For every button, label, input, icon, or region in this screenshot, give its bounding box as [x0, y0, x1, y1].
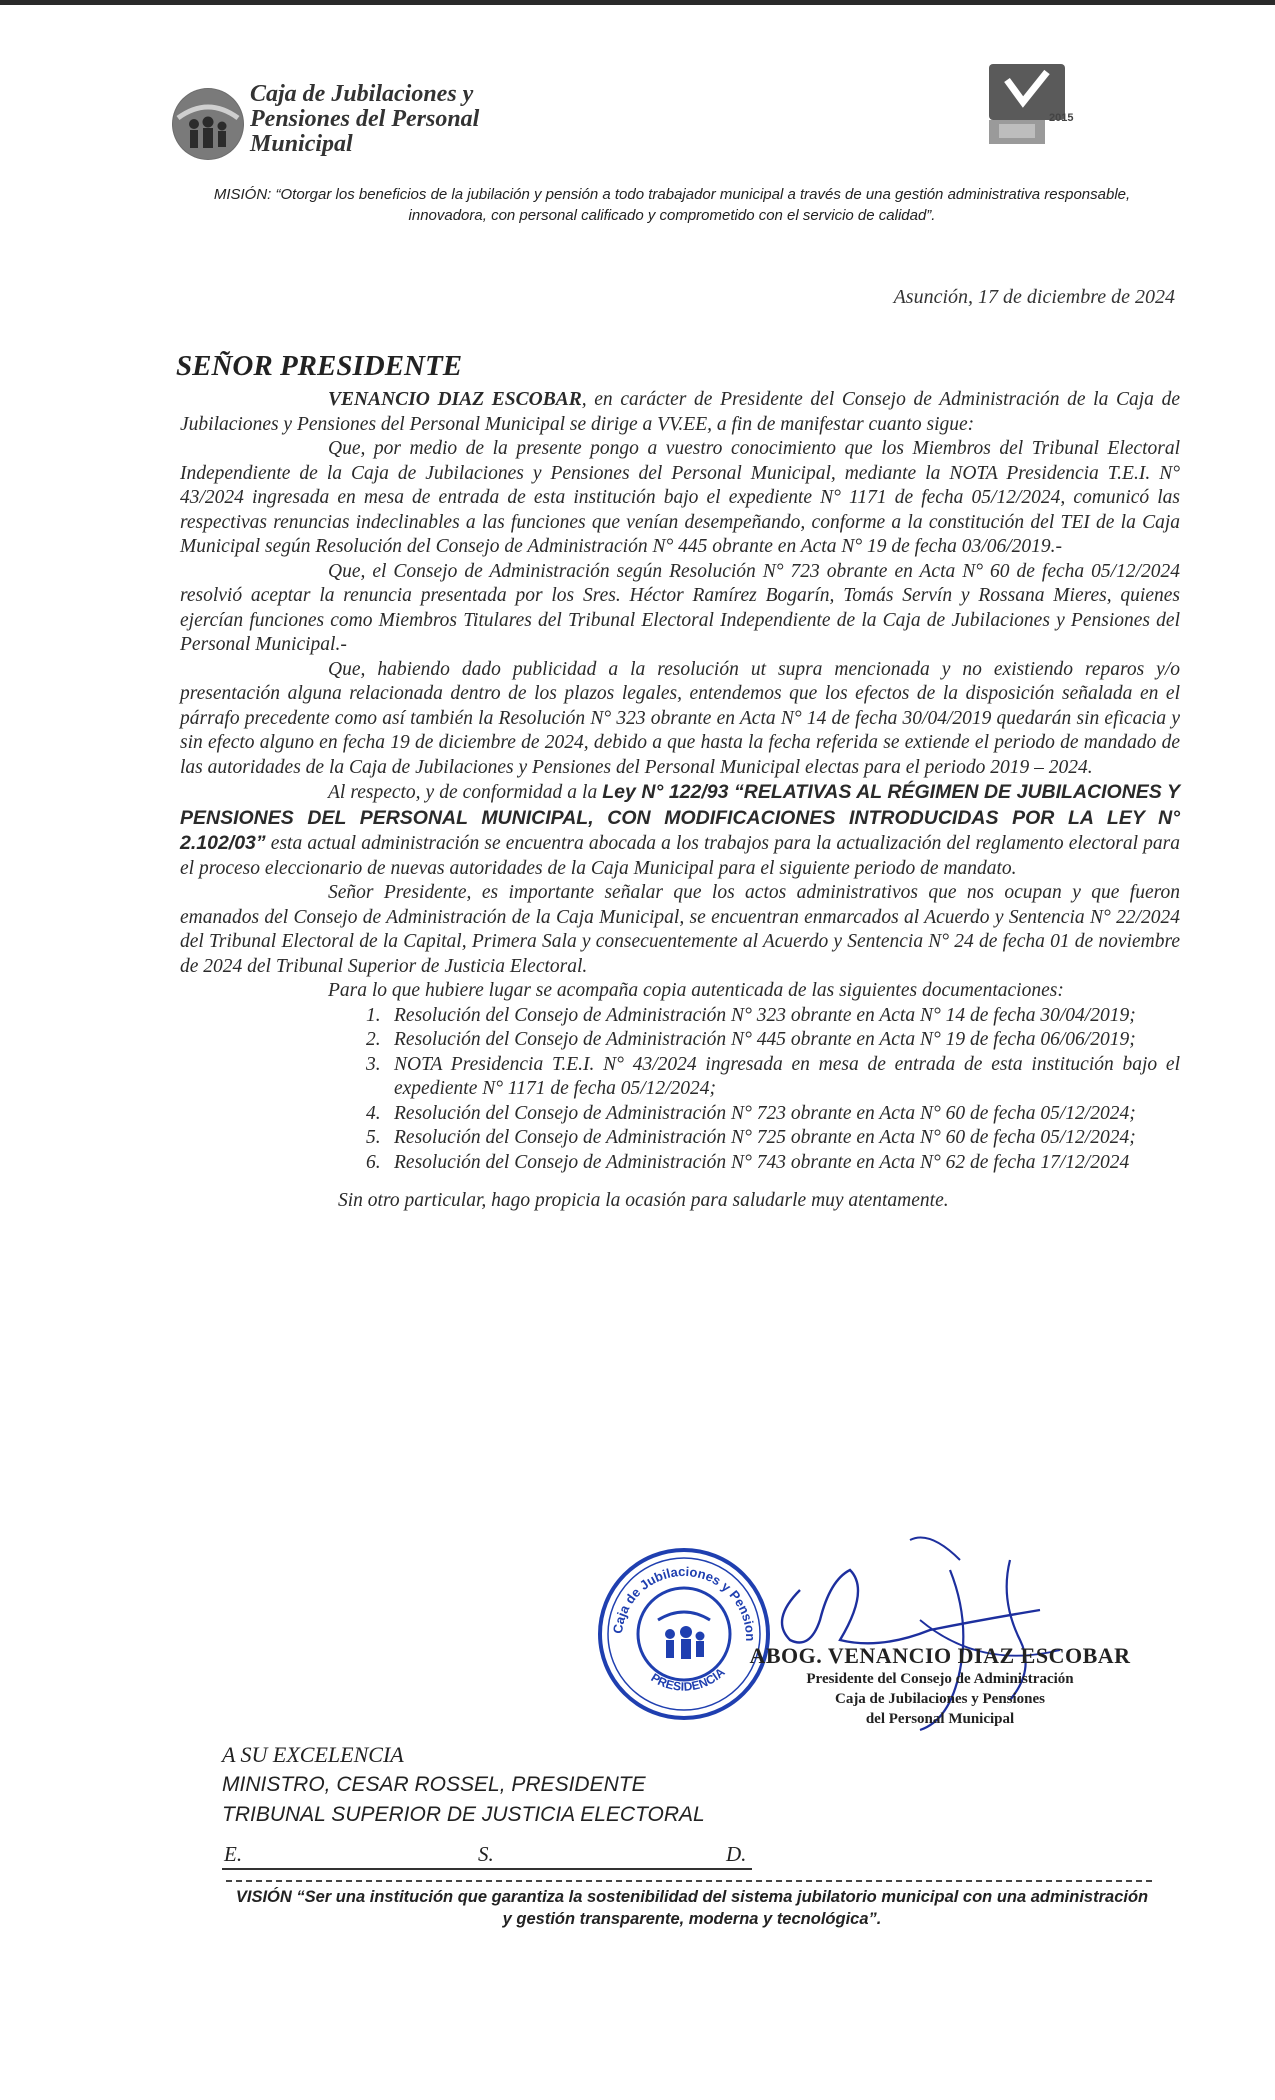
- addressee-line: A SU EXCELENCIA: [222, 1742, 404, 1767]
- list-item-text: Resolución del Consejo de Administración N° 723 obrante en Acta N° 60 de fecha 05/12/2024;: [394, 1102, 1136, 1124]
- list-item-text: Resolución del Consejo de Administración N° 445 obrante en Acta N° 19 de fecha 06/06/2019;: [394, 1029, 1136, 1050]
- paragraph: Que, por medio de la presente pongo a vuestro conocimiento que los Miembros del Tribunal Electoral Independiente de la Caja de Jubilaciones y Pensiones del Personal Municipal, mediante la NOTA Presidencia T.E.I. N° 43/2024 ingresada en mesa de entrada de esta institución bajo el expediente N° 1171 de fecha 05/12/2024, comunicó las respectivas renuncias indeclinables a las funciones que venían desempeñando, conforme a la constitución del TEI de la Caja Municipal según Resolución del Consejo de Administración N° 445 obrante en Acta N° 19 de fecha 03/06/2019.-: [180, 438, 1180, 557]
- addressee-block: [222, 1740, 705, 1830]
- paragraph: Que, habiendo dado publicidad a la resolución ut supra mencionada y no existiendo reparos y/o presentación alguna relacionada dentro de los plazos legales, entendemos que los efectos de la disposición señalada en el párrafo precedente como así también la Resolución N° 323 obrante en Acta N° 14 de fecha 30/04/2019 quedarán sin eficacia y sin efecto alguno en fecha 19 de diciembre de 2024, debido a que hasta la fecha referida se extiende el periodo de mandado de las autoridades de la Caja de Jubilaciones y Pensiones del Personal Municipal electas para el periodo 2019 – 2024.: [180, 658, 1180, 778]
- closing-line: Sin otro particular, hago propicia la ocasión para saludarle muy atentamente.: [338, 1190, 949, 1211]
- sender-name: VENANCIO DIAZ ESCOBAR: [328, 389, 582, 410]
- list-item-number: 2.: [366, 1029, 381, 1050]
- paragraph: Que, el Consejo de Administración según Resolución N° 723 obrante en Acta N° 60 de fecha 05/12/2024 resolvió aceptar la renuncia presentada por los Sres. Héctor Ramírez Bogarín, Tomás Servín y Rossana Mieres, quienes ejercían funciones como Miembros Titulares del Tribunal Electoral Independiente de la Caja de Jubilaciones y Pensiones del Personal Municipal.-: [180, 560, 1180, 655]
- svg-text:Caja de Jubilaciones y Pension: [594, 1542, 758, 1641]
- letter-body: [180, 388, 1180, 1214]
- scan-top-edge: [0, 0, 1275, 5]
- paragraph: Señor Presidente, es importante señalar que los actos administrativos que nos ocupan y que fueron emanados del Consejo de Administración de la Caja Municipal, se encuentran enmarcados al Acuerdo y Sentencia N° 22/2024 del Tribunal Electoral de la Capital, Primera Sala y consecuentemente al Acuerdo y Sentencia N° 24 de fecha 01 de noviembre de 2024 del Tribunal Superior de Justicia Electoral.: [180, 882, 1180, 977]
- list-item-number: 5.: [366, 1127, 381, 1148]
- paragraph-text: , en carácter de Presidente del Consejo de Administración de la Caja de Jubilaciones y Pensiones del Personal Municipal se dirige a VV.EE, a fin de manifestar cuanto sigue:: [180, 389, 1180, 435]
- letterhead: [172, 82, 1172, 172]
- list-item: [366, 1151, 1180, 1176]
- list-item-text: Resolución del Consejo de Administración N° 743 obrante en Acta N° 62 de fecha 17/12/2024: [394, 1151, 1130, 1173]
- signer-title: Presidente del Consejo de Administración: [806, 1671, 1074, 1687]
- institution-name-line: Municipal: [250, 131, 353, 157]
- institution-name: [250, 82, 479, 157]
- paragraph-text: esta actual administración se encuentra abocada a los trabajos para la actualización del reglamento electoral para el proceso eleccionario de nuevas autoridades de la Caja Municipal para el siguiente periodo de mandato.: [180, 833, 1180, 879]
- letter-date: Asunción, 17 de diciembre de 2024: [893, 286, 1175, 308]
- paragraph: Para lo que hubiere lugar se acompaña copia autenticada de las siguientes documentaciones:: [328, 980, 1064, 1001]
- signer-title: Caja de Jubilaciones y Pensiones: [834, 1691, 1045, 1707]
- addressee-line: MINISTRO, CESAR ROSSEL, PRESIDENTE: [222, 1773, 646, 1796]
- paragraph-text: Al respecto, y de conformidad a la: [328, 782, 603, 803]
- signer-title: del Personal Municipal: [865, 1711, 1015, 1727]
- signer-name: ABOG. VENANCIO DIAZ ESCOBAR: [749, 1643, 1131, 1668]
- list-item-number: 4.: [366, 1102, 381, 1124]
- certification-year: 2015: [1049, 112, 1074, 124]
- list-item: [366, 1028, 1180, 1053]
- list-item: [366, 1102, 1180, 1127]
- esd-d: D.: [726, 1842, 747, 1866]
- esd-s: S.: [478, 1842, 494, 1866]
- list-item: [366, 1126, 1180, 1151]
- addressee-line: TRIBUNAL SUPERIOR DE JUSTICIA ELECTORAL: [222, 1803, 705, 1826]
- list-item-number: 6.: [366, 1151, 381, 1173]
- esd-line: [222, 1842, 752, 1870]
- list-item-text: Resolución del Consejo de Administración N° 323 obrante en Acta N° 14 de fecha 30/04/2019;: [394, 1004, 1136, 1026]
- list-item-number: 1.: [366, 1004, 381, 1026]
- institution-logo-icon: [172, 88, 244, 160]
- footer-divider: [226, 1880, 1152, 1882]
- mission-statement: MISIÓN: “Otorgar los beneficios de la jubilación y pensión a todo trabajador municipal a través de una gestión administrativa responsable, innovadora, con personal calificado y comprometido con el servicio de calidad”.: [213, 186, 1131, 224]
- signer-block: [730, 1643, 1150, 1729]
- vision-statement: VISIÓN “Ser una institución que garantiza la sostenibilidad del sistema jubilatorio municipal con una administración y gestión transparente, moderna y tecnológica”.: [235, 1888, 1149, 1928]
- esd-e: E.: [224, 1842, 243, 1866]
- list-item-number: 3.: [366, 1053, 381, 1075]
- list-item: [366, 1053, 1180, 1102]
- paragraph-law: [180, 780, 1180, 881]
- list-item-text: Resolución del Consejo de Administración N° 725 obrante en Acta N° 60 de fecha 05/12/2024;: [394, 1127, 1136, 1148]
- stamp-ring-text: Caja de Jubilaciones y Pension: [610, 1563, 759, 1642]
- paragraph-intro: [180, 388, 1180, 437]
- law-reference: Ley N° 122/93 “RELATIVAS AL RÉGIMEN DE JUBILACIONES Y PENSIONES DEL PERSONAL MUNICIPAL, CON MODIFICACIONES INTRODUCIDAS POR LA LEY N° 2.102/03”: [180, 781, 1180, 854]
- attached-documents-list: [180, 1004, 1180, 1176]
- salutation: SEÑOR PRESIDENTE: [176, 350, 463, 382]
- list-item: [366, 1004, 1180, 1029]
- stamp-bottom-text: PRESIDENCIA: [648, 1664, 728, 1694]
- institution-name-line: Caja de Jubilaciones y: [250, 81, 474, 107]
- certification-logo-icon: [985, 62, 1074, 147]
- institution-name-line: Pensiones del Personal: [250, 106, 480, 132]
- list-item-text: NOTA Presidencia T.E.I. N° 43/2024 ingresada en mesa de entrada de esta institución bajo el expediente N° 1171 de fecha 05/12/2024;: [394, 1053, 1180, 1099]
